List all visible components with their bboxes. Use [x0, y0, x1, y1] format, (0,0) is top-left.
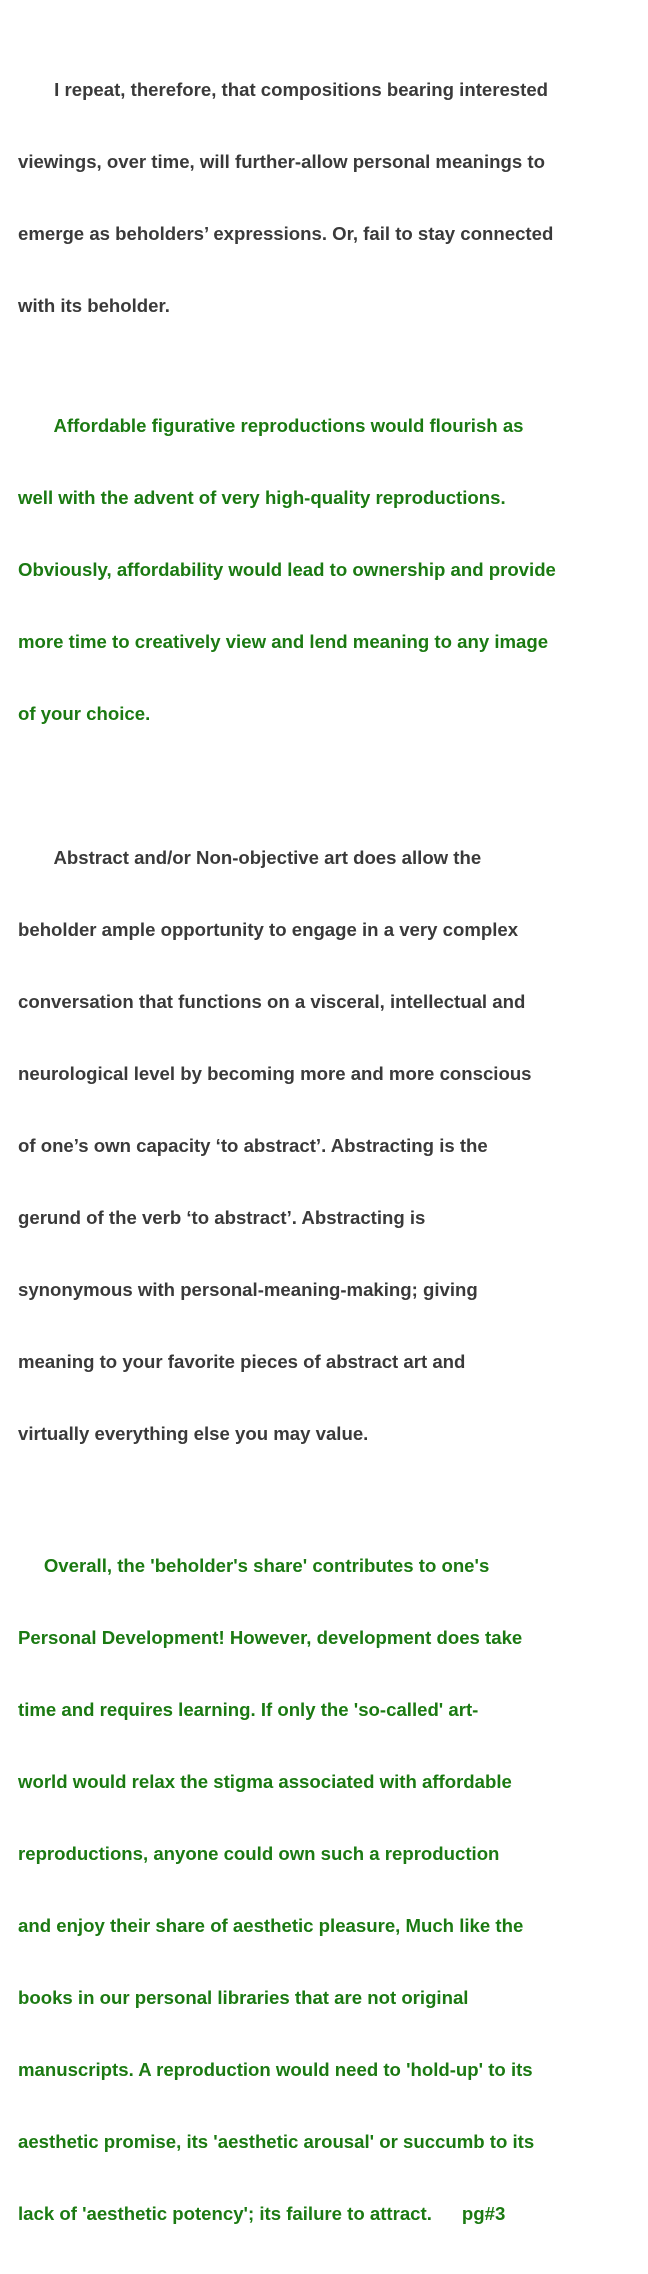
page-number: pg#3	[461, 2203, 506, 2224]
text-line: of one’s own capacity ‘to abstract’. Abstracting is the	[18, 1135, 488, 1156]
text-line: manuscripts. A reproduction would need to 'hold-up' to its	[18, 2059, 533, 2080]
text-line: meaning to your favorite pieces of abstract art and	[18, 1351, 466, 1372]
text-line: reproductions, anyone could own such a reproduction	[18, 1843, 500, 1864]
text-line: aesthetic promise, its 'aesthetic arousal' or succumb to its	[18, 2131, 535, 2152]
text-line: beholder ample opportunity to engage in a very complex	[18, 919, 519, 940]
text-line: neurological level by becoming more and more conscious	[18, 1063, 532, 1084]
document-page	[18, 30, 638, 2274]
text-line-content: lack of 'aesthetic potency'; its failure to attract.	[18, 2203, 432, 2224]
text-line: synonymous with personal-meaning-making; giving	[18, 1279, 478, 1300]
text-line: viewings, over time, will further-allow personal meanings to	[18, 151, 545, 172]
text-line: world would relax the stigma associated with affordable	[18, 1771, 512, 1792]
paragraph-1	[18, 30, 638, 366]
text-line	[18, 2202, 638, 2226]
text-line: Obviously, affordability would lead to ownership and provide	[18, 559, 556, 580]
text-line: books in our personal libraries that are not original	[18, 1987, 469, 2008]
text-line: and enjoy their share of aesthetic pleasure, Much like the	[18, 1915, 524, 1936]
text-line: emerge as beholders’ expressions. Or, fail to stay connected	[18, 223, 554, 244]
text-line: more time to creatively view and lend meaning to any image	[18, 631, 549, 652]
text-line: Overall, the 'beholder's share' contributes to one's	[18, 1555, 490, 1576]
text-line: Personal Development! However, development does take	[18, 1627, 523, 1648]
text-line: with its beholder.	[18, 295, 170, 316]
paragraph-2	[18, 366, 638, 774]
text-line: gerund of the verb ‘to abstract’. Abstracting is	[18, 1207, 426, 1228]
text-line: time and requires learning. If only the 'so-called' art-	[18, 1699, 479, 1720]
text-line: Abstract and/or Non-objective art does allow the	[18, 847, 482, 868]
text-line: conversation that functions on a visceral, intellectual and	[18, 991, 526, 1012]
text-line: Affordable figurative reproductions would flourish as	[18, 415, 524, 436]
paragraph-3	[18, 798, 638, 1494]
text-line: I repeat, therefore, that compositions bearing interested	[18, 79, 549, 100]
text-line: virtually everything else you may value.	[18, 1423, 369, 1444]
paragraph-4	[18, 1506, 638, 2274]
text-line: of your choice.	[18, 703, 151, 724]
text-line: well with the advent of very high-quality reproductions.	[18, 487, 506, 508]
